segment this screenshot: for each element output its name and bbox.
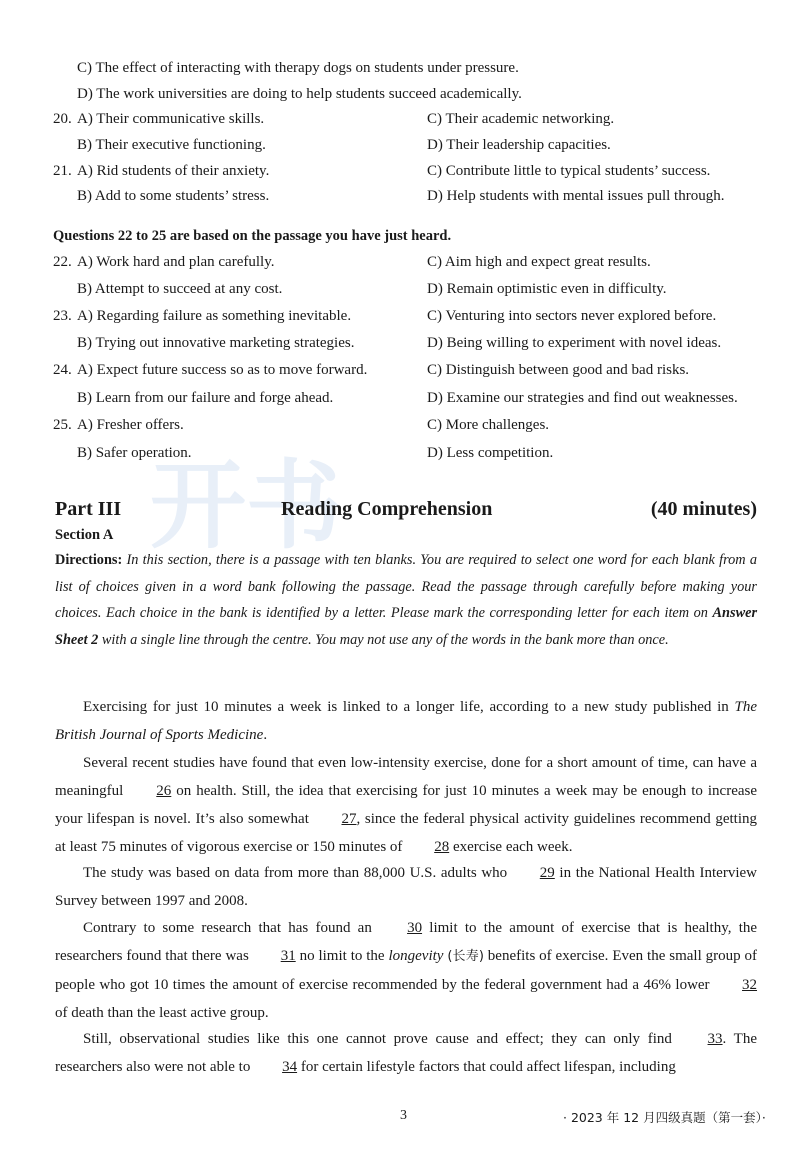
q25-option-d: D) Less competition. bbox=[427, 445, 554, 461]
passage-paragraph-2 bbox=[55, 749, 757, 861]
q25-option-b: B) Safer operation. bbox=[77, 445, 192, 461]
blank-29: 29 bbox=[539, 865, 555, 881]
q20-option-b: B) Their executive functioning. bbox=[77, 137, 266, 153]
p2-text-a: Several recent studies have found that even low-intensity exercise, done for a short amount of time, can have a meaningful bbox=[55, 755, 757, 799]
page-number: 3 bbox=[400, 1108, 407, 1123]
passage-paragraph-4 bbox=[55, 914, 757, 1027]
blank-28: 28 bbox=[434, 839, 450, 855]
longevity-gloss: (长寿) bbox=[447, 949, 484, 964]
p3-text-a: The study was based on data from more than 88,000 U.S. adults who bbox=[83, 865, 508, 881]
p1-text: Exercising for just 10 minutes a week is linked to a longer life, according to a new study published in bbox=[83, 699, 729, 715]
p5-text-c: for certain lifestyle factors that could affect lifespan, including bbox=[300, 1059, 676, 1075]
directions-text-1: In this section, there is a passage with ten blanks. You are required to select one word for each blank from a list of choices given in a word bank following the passage. Read the passage through carefully before making your choices. Each choice in the bank is identified by a letter. Please mark the corresponding letter for each item on bbox=[55, 552, 757, 621]
directions-label: Directions: bbox=[55, 552, 123, 568]
q25-number: 25. bbox=[53, 417, 72, 433]
p4-text-b: limit to the amount of exercise that is healthy, the researchers found that there was bbox=[55, 920, 758, 964]
blank-33: 33 bbox=[707, 1031, 723, 1047]
p5-text-b: . The researchers also were not able to bbox=[55, 1031, 758, 1075]
p4-text-a: Contrary to some research that has found an bbox=[83, 920, 372, 936]
blank-27: 27 bbox=[341, 811, 357, 827]
q23-option-d: D) Being willing to experiment with novel ideas. bbox=[427, 335, 722, 351]
q24-option-a: A) Expect future success so as to move forward. bbox=[77, 362, 368, 378]
exam-footer: · 2023 年 12 月四级真题（第一套）· bbox=[563, 1110, 766, 1125]
q22-option-b: B) Attempt to succeed at any cost. bbox=[77, 281, 283, 297]
q21-number: 21. bbox=[53, 163, 72, 179]
part-header bbox=[55, 498, 757, 524]
blank-30: 30 bbox=[407, 920, 423, 936]
q20-option-c: C) Their academic networking. bbox=[427, 111, 615, 127]
q19-option-c: C) The effect of interacting with therapy dogs on students under pressure. bbox=[77, 60, 519, 76]
part-time: (40 minutes) bbox=[650, 498, 757, 520]
watermark: 开书 bbox=[150, 450, 342, 562]
section-label: Section A bbox=[55, 527, 114, 543]
p2-text-d: exercise each week. bbox=[452, 839, 573, 855]
passage-paragraph-5 bbox=[55, 1025, 757, 1081]
q23-option-a: A) Regarding failure as something inevitable. bbox=[77, 308, 352, 324]
p4-text-e: of death than the least active group. bbox=[55, 1005, 269, 1021]
blank-34: 34 bbox=[282, 1059, 298, 1075]
q21-option-a: A) Rid students of their anxiety. bbox=[77, 163, 270, 179]
p3-text-b: in the National Health Interview Survey between 1997 and 2008. bbox=[55, 865, 757, 909]
q25-option-c: C) More challenges. bbox=[427, 417, 550, 433]
q21-option-c: C) Contribute little to typical students’ success. bbox=[427, 163, 711, 179]
q24-option-b: B) Learn from our failure and forge ahead. bbox=[77, 390, 334, 406]
q24-number: 24. bbox=[53, 362, 72, 378]
directions bbox=[55, 547, 757, 653]
blank-32: 32 bbox=[742, 977, 758, 993]
q20-option-d: D) Their leadership capacities. bbox=[427, 137, 611, 153]
p2-text-b: on health. Still, the idea that exercising for just 10 minutes a week may be enough to increase your lifespan is novel. It’s also somewhat bbox=[55, 783, 758, 827]
q19-option-d: D) The work universities are doing to help students succeed academically. bbox=[77, 86, 522, 102]
q20-option-a: A) Their communicative skills. bbox=[77, 111, 265, 127]
q23-option-c: C) Venturing into sectors never explored before. bbox=[427, 308, 717, 324]
longevity-word: longevity bbox=[388, 948, 444, 964]
p1-end: . bbox=[263, 727, 268, 743]
passage-paragraph-1 bbox=[55, 693, 757, 749]
q22-option-a: A) Work hard and plan carefully. bbox=[77, 254, 275, 270]
q22-option-d: D) Remain optimistic even in difficulty. bbox=[427, 281, 667, 297]
passage-questions-heading: Questions 22 to 25 are based on the passage you have just heard. bbox=[53, 228, 452, 244]
q24-option-c: C) Distinguish between good and bad risks. bbox=[427, 362, 690, 378]
p5-text-a: Still, observational studies like this one cannot prove cause and effect; they can only find bbox=[83, 1031, 672, 1047]
journal-title: The British Journal of Sports Medicine bbox=[55, 699, 757, 743]
blank-31: 31 bbox=[280, 948, 296, 964]
q25-option-a: A) Fresher offers. bbox=[77, 417, 184, 433]
q23-option-b: B) Trying out innovative marketing strategies. bbox=[77, 335, 355, 351]
q22-number: 22. bbox=[53, 254, 72, 270]
q24-option-d: D) Examine our strategies and find out weaknesses. bbox=[427, 390, 738, 406]
p4-text-c: no limit to the bbox=[299, 948, 385, 964]
p4-text-d: benefits of exercise. Even the small group of people who got 10 times the amount of exercise recommended by the federal government had a 46% lower bbox=[55, 948, 757, 993]
q21-option-d: D) Help students with mental issues pull through. bbox=[427, 188, 725, 204]
p2-text-c: , since the federal physical activity guidelines recommend getting at least 75 minutes of vigorous exercise or 150 minutes of bbox=[55, 811, 758, 855]
directions-text-2: with a single line through the centre. You may not use any of the words in the bank more than once. bbox=[101, 631, 669, 648]
q23-number: 23. bbox=[53, 308, 72, 324]
answer-sheet-ref: Answer Sheet 2 bbox=[55, 605, 758, 648]
q20-number: 20. bbox=[53, 111, 72, 127]
q22-option-c: C) Aim high and expect great results. bbox=[427, 254, 651, 270]
passage-paragraph-3 bbox=[55, 859, 757, 915]
blank-26: 26 bbox=[156, 783, 172, 799]
q21-option-b: B) Add to some students’ stress. bbox=[77, 188, 270, 204]
part-label: Part III bbox=[55, 498, 122, 520]
part-title: Reading Comprehension bbox=[281, 498, 493, 520]
